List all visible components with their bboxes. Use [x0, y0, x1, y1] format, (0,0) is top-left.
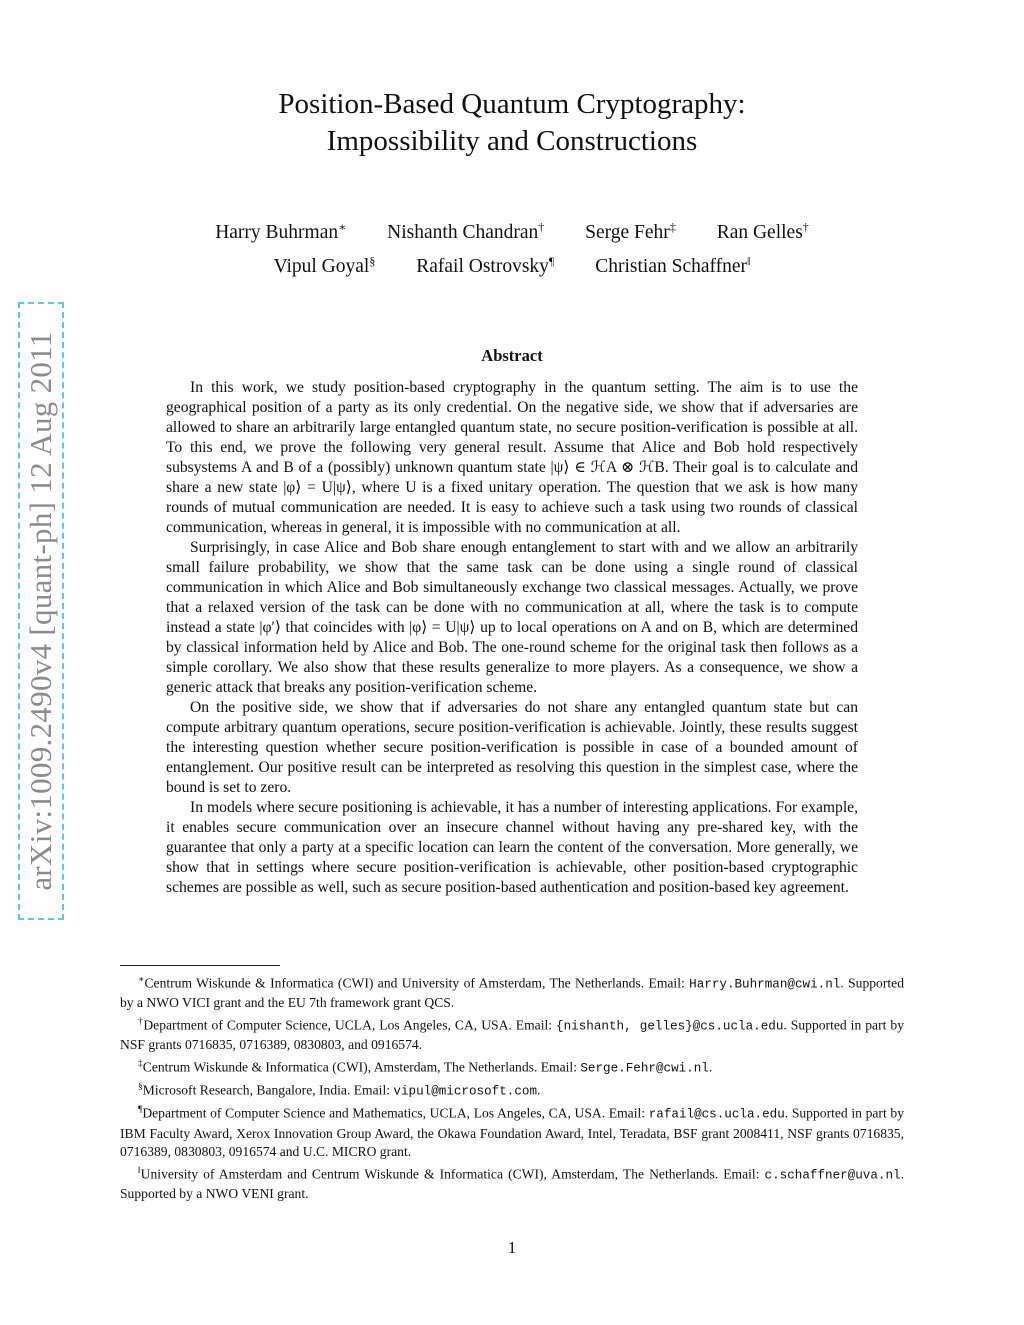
- affiliation-mark: ‡: [669, 220, 676, 234]
- footnote-5: ¶Department of Computer Science and Mathematics, UCLA, Los Angeles, CA, USA. Email: rafail@cs.ucla.edu. Supported in part by IBM Faculty Award, Xerox Innovation Group Award, the Okawa Foundation Award, Intel, Teradata, BSF grant 2008411, NSF grants 0716835, 0716389, 0830803, 0916574 and U.C. MICRO grant.: [120, 1105, 904, 1160]
- arxiv-identifier-stamp: [18, 302, 64, 920]
- email-link[interactable]: Serge.Fehr@cwi.nl: [580, 1061, 709, 1076]
- footnote-1: ∗Centrum Wiskunde & Informatica (CWI) and University of Amsterdam, The Netherlands. Email: Harry.Buhrman@cwi.nl. Supported by a NWO VICI grant and the EU 7th framework grant QCS.: [120, 975, 904, 1011]
- author-row-2: [0, 256, 1024, 278]
- abstract-heading: Abstract: [481, 346, 543, 365]
- abstract-paragraph-1: In this work, we study position-based cryptography in the quantum setting. The aim is to use the geographical position of a party as its only credential. On the negative side, we show that if adversaries are allowed to share an arbitrarily large entangled quantum state, no secure position-verification is possible at all. To this end, we prove the following very general result. Assume that Alice and Bob hold respectively subsystems A and B of a (possibly) unknown quantum state |ψ⟩ ∈ ℋA ⊗ ℋB. Their goal is to calculate and share a new state |φ⟩ = U|ψ⟩, where U is a fixed unitary operation. The question that we ask is how many rounds of mutual communication are needed. It is easy to achieve such a task using two rounds of classical communication, whereas in general, it is impossible with no communication at all.: [166, 379, 858, 536]
- author-ostrovsky: Rafail Ostrovsky¶: [416, 254, 555, 277]
- footnote-3: ‡Centrum Wiskunde & Informatica (CWI), Amsterdam, The Netherlands. Email: Serge.Fehr@cwi.nl.: [138, 1058, 713, 1076]
- email-link[interactable]: vipul@microsoft.com: [393, 1084, 537, 1099]
- title-line-1: Position-Based Quantum Cryptography:: [278, 88, 746, 120]
- affiliation-mark: †: [802, 220, 809, 234]
- author-row-1: [0, 222, 1024, 244]
- paper-title: [0, 86, 1024, 160]
- footnote-rule: [120, 965, 280, 966]
- email-link[interactable]: c.schaffner@uva.nl: [764, 1168, 901, 1183]
- footnote-4: §Microsoft Research, Bangalore, India. Email: vipul@microsoft.com.: [138, 1082, 541, 1099]
- abstract-paragraph-3: On the positive side, we show that if adversaries do not share any entangled quantum state but can compute arbitrary quantum operations, secure position-verification is achievable. Jointly, these results suggest the interesting question whether secure position-verification is possible in case of a bounded amount of entanglement. Our positive result can be interpreted as resolving this question in the simplest case, where the bound is set to zero.: [166, 699, 858, 796]
- footnote-2: †Department of Computer Science, UCLA, Los Angeles, CA, USA. Email: {nishanth, gelles}@cs.ucla.edu. Supported in part by NSF grants 0716835, 0716389, 0830803, and 0916574.: [120, 1016, 904, 1053]
- author-chandran: Nishanth Chandran†: [387, 220, 545, 243]
- title-line-2: Impossibility and Constructions: [326, 125, 698, 157]
- abstract-paragraph-4: In models where secure positioning is achievable, it has a number of interesting applications. For example, it enables secure communication over an insecure channel without having any pre-shared key, with the guarantee that only a party at a specific location can learn the content of the conversation. More generally, we show that in settings where secure position-verification is achievable, other position-based cryptographic schemes are possible as well, such as secure position-based authentication and position-based key agreement.: [166, 799, 858, 896]
- author-gelles: Ran Gelles†: [716, 220, 809, 243]
- footnote-6: ‖University of Amsterdam and Centrum Wiskunde & Informatica (CWI), Amsterdam, The Netherlands. Email: c.schaffner@uva.nl. Supported by a NWO VENI grant.: [120, 1165, 904, 1202]
- abstract-body: [166, 378, 858, 898]
- affiliation-mark: ‖: [747, 254, 751, 268]
- email-link[interactable]: rafail@cs.ucla.edu: [648, 1107, 785, 1122]
- affiliation-mark: ∗: [338, 220, 347, 234]
- abstract-paragraph-2: Surprisingly, in case Alice and Bob share enough entanglement to start with and we allow an arbitrarily small failure probability, we show that the same task can be done using a single round of classical communication in which Alice and Bob simultaneously exchange two classical messages. Actually, we prove that a relaxed version of the task can be done with no communication at all, where the task is to compute instead a state |φ′⟩ that coincides with |φ⟩ = U|ψ⟩ up to local operations on A and on B, which are determined by classical information held by Alice and Bob. The one-round scheme for the original task then follows as a simple corollary. We also show that these results generalize to more players. As a consequence, we show a generic attack that breaks any position-verification scheme.: [166, 539, 858, 696]
- page-number: 1: [507, 1238, 517, 1257]
- author-buhrman: Harry Buhrman∗: [215, 220, 347, 243]
- arxiv-identifier-text: arXiv:1009.2490v4 [quant-ph] 12 Aug 2011: [23, 331, 58, 891]
- author-goyal: Vipul Goyal§: [273, 254, 376, 277]
- affiliation-mark: ¶: [548, 254, 555, 268]
- affiliation-mark: §: [369, 254, 376, 268]
- footnotes: [120, 965, 904, 1204]
- email-link[interactable]: Harry.Buhrman@cwi.nl: [689, 977, 841, 992]
- affiliation-mark: †: [538, 220, 545, 234]
- author-schaffner: Christian Schaffner‖: [595, 254, 751, 277]
- author-fehr: Serge Fehr‡: [585, 220, 676, 243]
- email-link[interactable]: {nishanth, gelles}@cs.ucla.edu: [556, 1019, 784, 1034]
